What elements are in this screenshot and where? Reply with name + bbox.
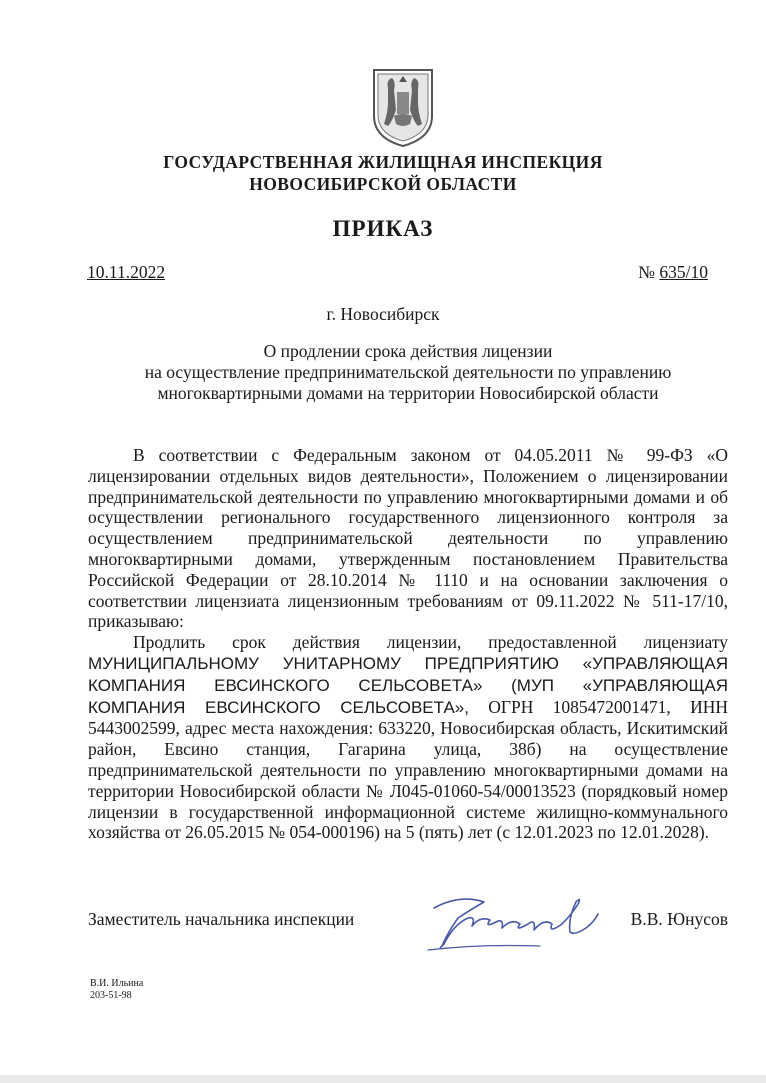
subject-line: на осуществление предпринимательской деятельности по управлению [144,362,672,382]
body-paragraph: В соответствии с Федеральным законом от 04.05.2011 № 99-ФЗ «О лицензировании отдельных видов деятельности», Положением о лицензировании предпринимательской деятельности по управлению многоквартирными домами и об осуществлении регионального государственного лицензионного контроля за осуществлением предпринимательской деятельности по управлению многоквартирными домами, утвержденным постановлением Правительства Российской Федерации от 28.10.2014 № 1110 и на основании заключения о соответствии лицензиата лицензионным требованиям от 09.11.2022 № 511-17/10, приказываю: [88,445,728,632]
subject-line: О продлении срока действия лицензии [263,341,553,361]
organization-name-line2: НОВОСИБИРСКОЙ ОБЛАСТИ [249,174,517,194]
city: г. Новосибирск [326,304,440,324]
executor-info [90,978,143,1002]
document-date [87,262,165,283]
document-title: ПРИКАЗ [332,216,434,241]
license-details: ОГРН 1085472001471, ИНН 5443002599, адрес места нахождения: 633220, Новосибирская область, Искитимский район, Евсино станция, Гагарина улица, 38б) на осуществление предпринимательской деятельности по управлению многоквартирными домами на территории Новосибирской области № Л045-01060-54/00013523 (порядковый номер лицензии в государственной информационной системе жилищно-коммунального хозяйства от 26.05.2015 № 054-000196) на 5 (пять) лет (с 12.01.2023 по 12.01.2028). [88,696,729,843]
document-number [638,262,708,283]
signer-name: В.В. Юнусов [630,909,728,929]
subject-line: многоквартирными домами на территории Новосибирской области [157,383,659,403]
date-value: 10.11.2022 [87,262,166,282]
licensee-name: МУНИЦИПАЛЬНОМУ УНИТАРНОМУ ПРЕДПРИЯТИЮ «УПРАВЛЯЮЩАЯ КОМПАНИЯ ЕВСИНСКОГО СЕЛЬСОВЕТА» (МУП «УПРАВЛЯЮЩАЯ КОМПАНИЯ ЕВСИНСКОГО СЕЛЬСОВЕТА», [88,653,728,717]
scan-edge [0,1075,766,1083]
number-value: 635/10 [659,262,708,282]
handwritten-signature [420,888,606,958]
executor-name: В.И. Ильина [90,978,144,989]
document-subject [90,341,726,404]
coat-of-arms-icon [370,66,436,148]
body-paragraph [88,632,728,843]
number-prefix: № [638,262,655,282]
organization-name-line1: ГОСУДАРСТВЕННАЯ ЖИЛИЩНАЯ ИНСПЕКЦИЯ [163,152,603,172]
executor-phone: 203-51-98 [90,990,132,1001]
order-intro: Продлить срок действия лицензии, предоставленной лицензиату [133,632,728,653]
signer-position: Заместитель начальника инспекции [88,909,355,929]
document-body [88,445,728,843]
